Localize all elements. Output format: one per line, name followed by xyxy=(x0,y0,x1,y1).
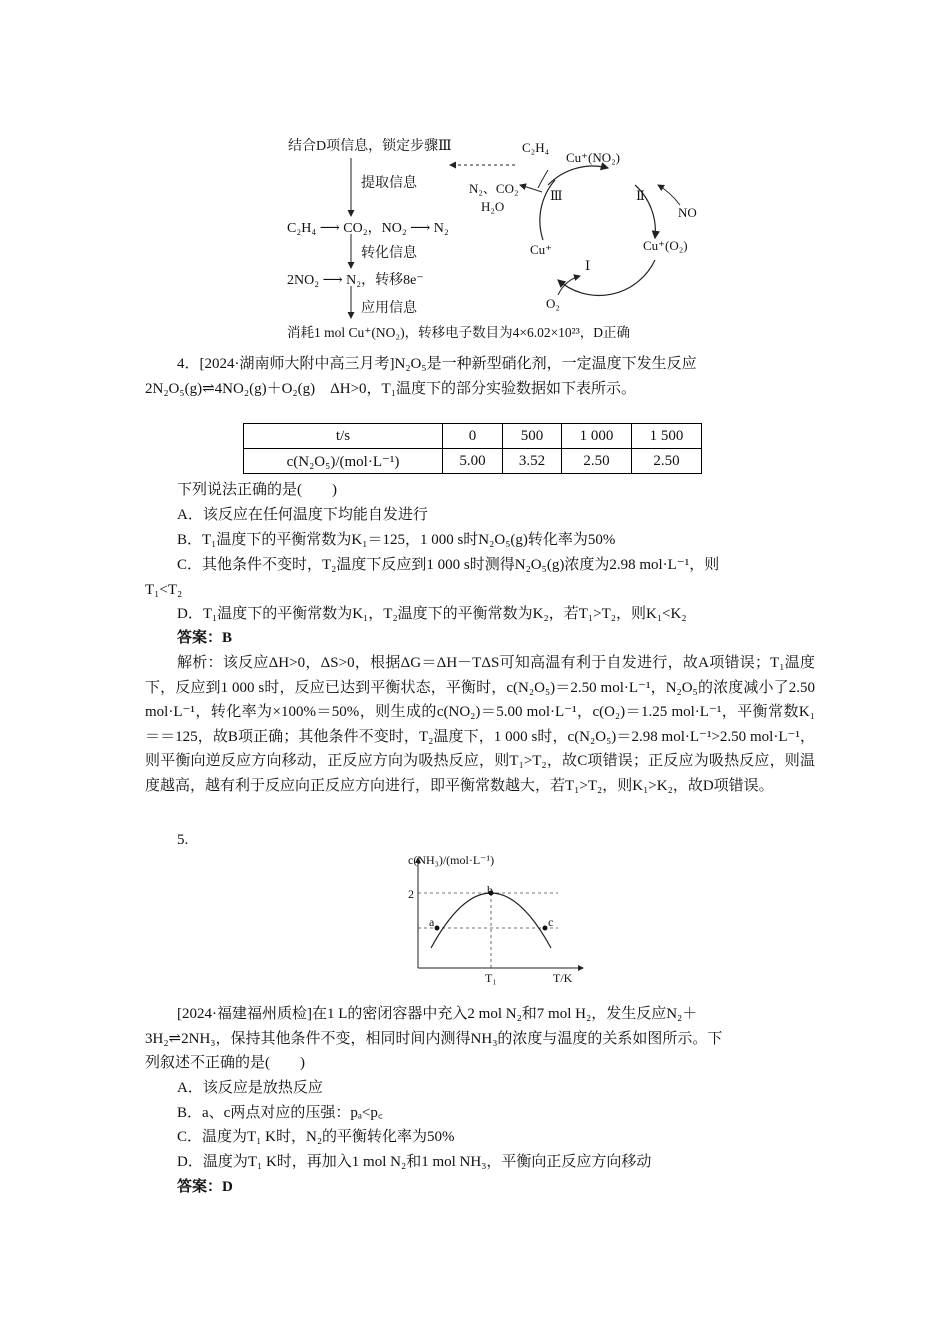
flow-conclusion: 消耗1 mol Cu⁺(NO₂)，转移电子数目为4×6.02×10²³，D正确 xyxy=(287,325,631,340)
flow-equation-1: C₂H₄ ⟶ CO₂，NO₂ ⟶ N₂ xyxy=(287,221,449,236)
cycle-c2h4: C₂H₄ xyxy=(522,140,550,155)
q5-answer: 答案：D xyxy=(177,1179,233,1195)
q4-reaction: 2N₂O₅(g)⇌4NO₂(g)＋O₂(g) ΔH>0，T₁温度下的部分实验数据如下表所示。 xyxy=(145,381,636,397)
flow-and-cycle-diagram xyxy=(280,130,700,330)
graph-label-a: a xyxy=(429,915,435,929)
table-row xyxy=(244,424,702,449)
q4-answer: 答案：B xyxy=(177,630,233,646)
graph-label-b: b xyxy=(487,883,493,897)
q5-option-c: C．温度为T₁ K时，N₂的平衡转化率为50% xyxy=(177,1129,455,1145)
graph-x-tick-t1: T₁ xyxy=(485,971,497,985)
table-cell: 1 000 xyxy=(562,424,632,449)
table-cell: 1 500 xyxy=(632,424,702,449)
c2h4-arrow xyxy=(538,170,548,188)
q4-question: 下列说法正确的是( ) xyxy=(177,482,337,498)
table-cell: 3.52 xyxy=(503,449,562,474)
q4-analysis: 解析：该反应ΔH>0，ΔS>0，根据ΔG＝ΔH－TΔS可知高温有利于自发进行，故A项错误；T₁温度下，反应到1 000 s时，反应已达到平衡状态，平衡时，c(N₂O₅)＝2.50 mol·L⁻¹，N₂O₅的浓度减小了2.50 mol·L⁻¹，转化率为×100%＝50%，则生成的c(NO₂)＝5.00 mol·L⁻¹，c(O₂)＝1.25 mol·L⁻¹，平衡常数K₁＝＝125，故B项正确；其他条件不变时，T₂温度下，1 000 s时，c(N₂O₅)＝2.98 mol·L⁻¹>2.50 mol·L⁻¹，则平衡向逆反应方向移动，正反应方向为吸热反应，则T₁>T₂，故C项错误；正反应为吸热反应，则温度越高，越有利于反应向正反应方向进行，即平衡常数越大，若T₁>T₂，则K₁>K₂，故D项错误。 xyxy=(145,655,815,794)
q5-option-a: A．该反应是放热反应 xyxy=(177,1080,323,1096)
cycle-products-1: N₂、CO₂ xyxy=(469,181,519,196)
q4-option-c-line1: C．其他条件不变时，T₂温度下反应到1 000 s时测得N₂O₅(g)浓度为2.98 mol·L⁻¹，则 xyxy=(177,557,720,573)
table-cell: 5.00 xyxy=(443,449,503,474)
q5-intro-line3: 列叙述不正确的是( ) xyxy=(145,1055,305,1071)
o2-arrow xyxy=(558,276,580,295)
cycle-arc-bottom xyxy=(558,260,655,295)
graph-label-c: c xyxy=(548,915,554,929)
q4-option-c-line2: T₁<T₂ xyxy=(145,582,183,598)
flow-equation-2: 2NO₂ ⟶ N₂，转移8e⁻ xyxy=(287,273,424,288)
flow-step-title: 结合D项信息，锁定步骤Ⅲ xyxy=(288,139,452,154)
cycle-step-3: Ⅲ xyxy=(550,188,563,203)
q4-option-a: A．该反应在任何温度下均能自发进行 xyxy=(177,507,428,523)
cycle-o2: O₂ xyxy=(546,296,560,311)
point-a xyxy=(435,926,440,931)
graph-y-label: c(NH₃)/(mol·L⁻¹) xyxy=(408,853,495,867)
point-c xyxy=(543,926,548,931)
table-row xyxy=(244,449,702,474)
q5-intro-line2: 3H₂⇌2NH₃，保持其他条件不变，相同时间内测得NH₃的浓度与温度的关系如图所示。下 xyxy=(145,1031,723,1047)
flow-apply-label: 应用信息 xyxy=(361,301,417,316)
cycle-products-2: H₂O xyxy=(481,199,505,214)
q5-intro-line1: [2024·福建福州质检]在1 L的密闭容器中充入2 mol N₂和7 mol H₂，发生反应N₂＋ xyxy=(177,1006,698,1022)
q4-data-table xyxy=(243,423,702,474)
q4-option-b: B．T₁温度下的平衡常数为K₁＝125，1 000 s时N₂O₅(g)转化率为50% xyxy=(177,532,616,548)
table-cell: c(N₂O₅)/(mol·L⁻¹) xyxy=(244,449,443,474)
q4-option-d: D．T₁温度下的平衡常数为K₁，T₂温度下的平衡常数为K₂，若T₁>T₂，则K₁<K₂ xyxy=(177,606,687,622)
q5-number: 5. xyxy=(177,832,189,848)
cycle-no: NO xyxy=(678,205,697,220)
table-cell: 500 xyxy=(503,424,562,449)
table-cell: 2.50 xyxy=(632,449,702,474)
no-arrow xyxy=(658,185,680,205)
q5-option-b: B．a、c两点对应的压强：pₐ<p꜀ xyxy=(177,1105,384,1121)
table-cell: 2.50 xyxy=(562,449,632,474)
table-cell: 0 xyxy=(443,424,503,449)
cycle-step-2: Ⅱ xyxy=(636,188,645,203)
flow-extract-label: 提取信息 xyxy=(361,176,417,191)
q4-intro: 4．[2024·湖南师大附中高三月考]N₂O₅是一种新型硝化剂，一定温度下发生反应 xyxy=(177,356,697,372)
flow-convert-label: 转化信息 xyxy=(361,246,417,261)
cycle-cu: Cu⁺ xyxy=(530,242,553,257)
graph-x-label: T/K xyxy=(553,971,573,985)
cycle-cu-o2: Cu⁺(O₂) xyxy=(643,238,688,253)
cycle-cu-no2: Cu⁺(NO₂) xyxy=(566,150,620,165)
table-cell: t/s xyxy=(244,424,443,449)
cycle-arc-top xyxy=(548,166,608,185)
q5-option-d: D．温度为T₁ K时，再加入1 mol N₂和1 mol NH₃，平衡向正反应方向移动 xyxy=(177,1154,652,1170)
graph-y-tick-2: 2 xyxy=(408,887,414,901)
cycle-step-1: Ⅰ xyxy=(585,258,591,273)
